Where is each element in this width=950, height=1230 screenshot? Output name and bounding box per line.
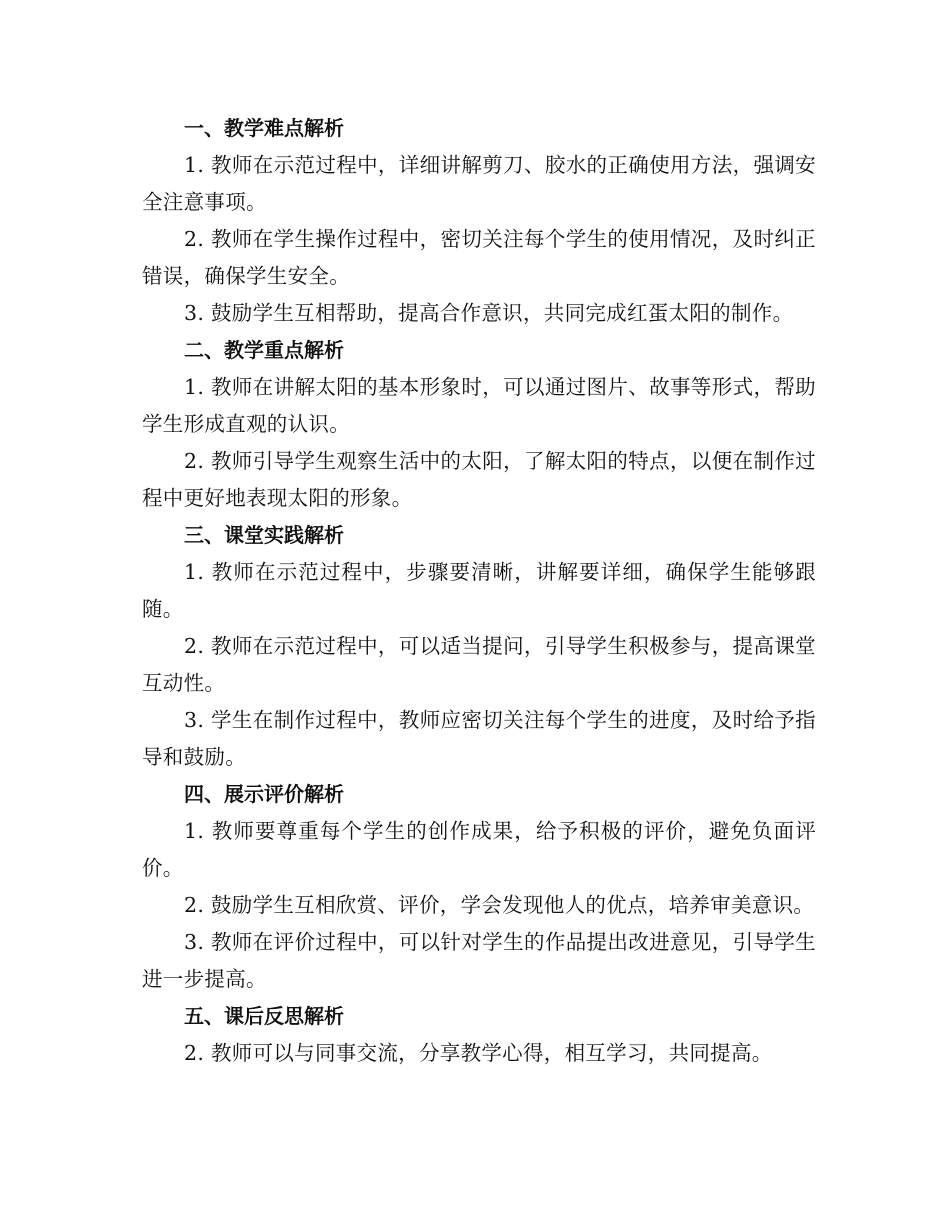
paragraph: 2. 教师引导学生观察生活中的太阳，了解太阳的特点，以便在制作过程中更好地表现太阳的形象。 (142, 449, 816, 510)
section-heading: 一、教学难点解析 (184, 116, 344, 140)
section-heading: 四、展示评价解析 (184, 782, 344, 806)
section-2 (142, 332, 816, 517)
section-heading: 三、课堂实践解析 (184, 523, 344, 547)
paragraph: 1. 教师在讲解太阳的基本形象时，可以通过图片、故事等形式，帮助学生形成直观的认识。 (142, 375, 816, 436)
paragraph: 1. 教师在示范过程中，步骤要清晰，讲解要详细，确保学生能够跟随。 (142, 560, 816, 621)
section-5 (142, 998, 816, 1072)
paragraph: 2. 鼓励学生互相欣赏、评价，学会发现他人的优点，培养审美意识。 (184, 893, 815, 917)
paragraph: 2. 教师在学生操作过程中，密切关注每个学生的使用情况，及时纠正错误，确保学生安全。 (142, 227, 816, 288)
paragraph: 1. 教师要尊重每个学生的创作成果，给予积极的评价，避免负面评价。 (142, 819, 816, 880)
section-heading: 五、课后反思解析 (184, 1004, 344, 1028)
section-1 (142, 110, 816, 332)
section-4 (142, 776, 816, 998)
paragraph: 3. 鼓励学生互相帮助，提高合作意识，共同完成红蛋太阳的制作。 (184, 301, 794, 325)
paragraph: 1. 教师在示范过程中，详细讲解剪刀、胶水的正确使用方法，强调安全注意事项。 (142, 153, 816, 214)
paragraph: 2. 教师在示范过程中，可以适当提问，引导学生积极参与，提高课堂互动性。 (142, 634, 816, 695)
paragraph: 3. 教师在评价过程中，可以针对学生的作品提出改进意见，引导学生进一步提高。 (142, 930, 816, 991)
document-body (142, 110, 816, 1072)
section-heading: 二、教学重点解析 (184, 338, 344, 362)
paragraph: 2. 教师可以与同事交流，分享教学心得，相互学习，共同提高。 (184, 1041, 773, 1065)
paragraph: 3. 学生在制作过程中，教师应密切关注每个学生的进度，及时给予指导和鼓励。 (142, 708, 816, 769)
section-3 (142, 517, 816, 776)
